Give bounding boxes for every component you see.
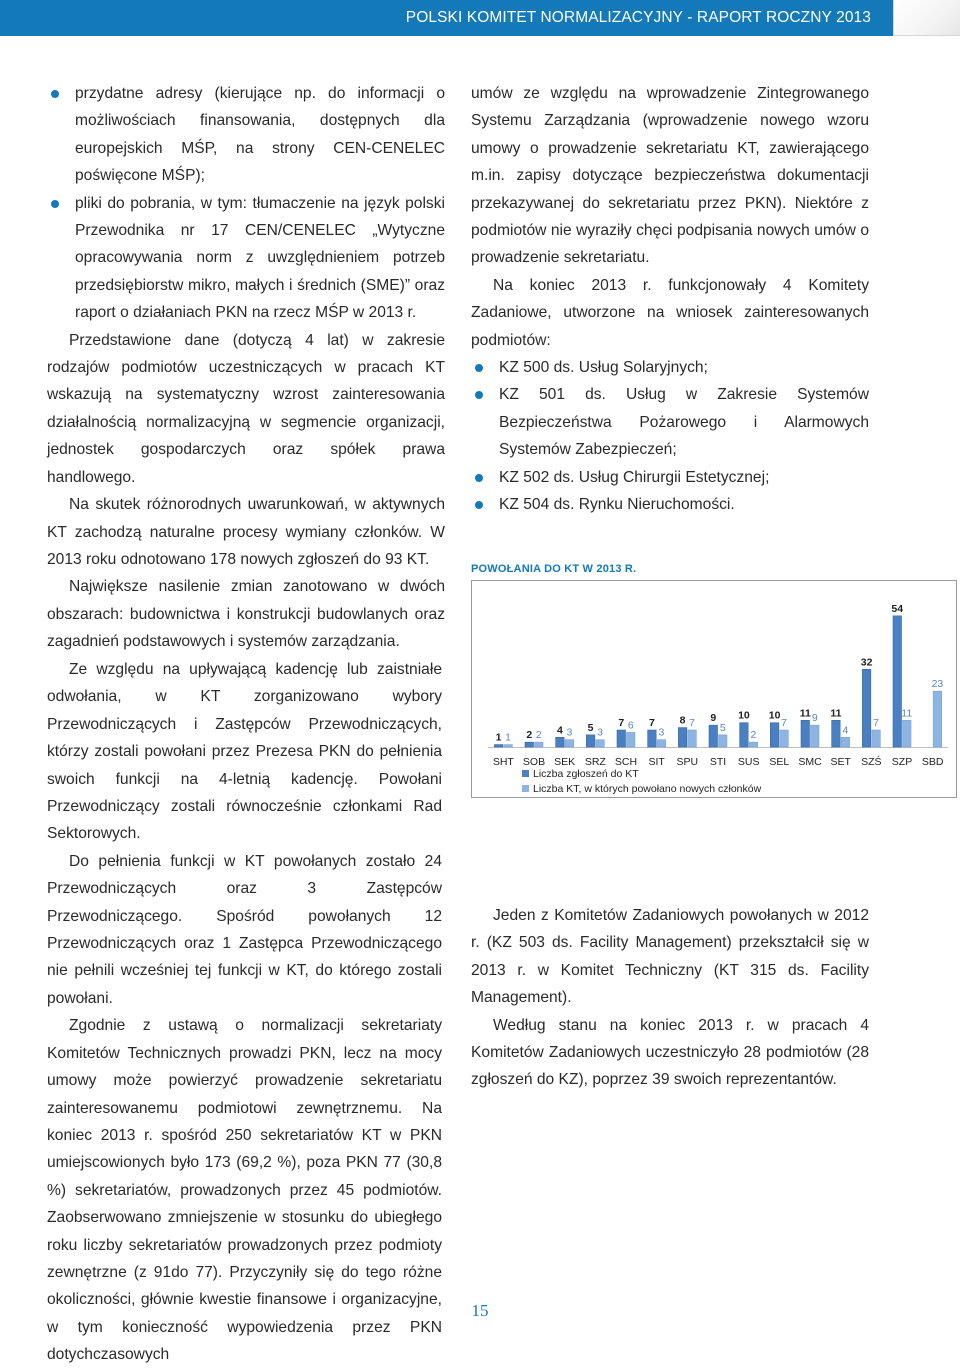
list-item bbox=[47, 190, 445, 327]
bullet-dot-icon bbox=[475, 391, 483, 399]
left-bullet-list bbox=[47, 80, 445, 327]
category-label: SRZ bbox=[584, 756, 606, 768]
bar-series1 bbox=[893, 616, 902, 747]
bar-chart bbox=[472, 581, 956, 797]
data-label: 3 bbox=[658, 726, 665, 739]
category-label: SIT bbox=[648, 756, 665, 768]
bullet-text: przydatne adresy (kierujące np. do informacji o możliwościach finansowania, dostępnych dla europejskich MŚP, na strony CEN-CENELEC poświęcone MŚP); bbox=[75, 85, 445, 185]
data-label: 6 bbox=[627, 719, 634, 732]
right-column-top bbox=[471, 80, 869, 519]
page-number: 15 bbox=[471, 1301, 489, 1320]
data-label: 1 bbox=[505, 731, 512, 744]
category-label: SZŚ bbox=[861, 756, 882, 768]
bullet-text: pliki do pobrania, w tym: tłumaczenie na język polski Przewodnika nr 17 CEN/CENELEC „Wytyczne opracowywania norm z uwzględnieniem potrzeb przedsiębiorstw mikro, małych i średnich (SME)” oraz raport o działaniach PKN na rzecz MŚP w 2013 r. bbox=[75, 194, 445, 322]
bullet-dot-icon bbox=[475, 364, 483, 372]
category-label: SZP bbox=[891, 756, 913, 768]
paragraph: Według stanu na koniec 2013 r. w pracach 4 Komitetów Zadaniowych uczestniczyło 28 podmiotów (28 zgłoszeń do KZ), poprzez 39 swoich reprezentantów. bbox=[471, 1016, 869, 1089]
legend-swatch bbox=[522, 770, 529, 777]
bar-series2 bbox=[811, 725, 820, 747]
bar-series1 bbox=[648, 730, 657, 747]
bar-series1 bbox=[801, 720, 810, 747]
paragraph: Ze względu na upływającą kadencję lub zaistniałe odwołania, w KT zorganizowano wybory Przewodniczących i Zastępców Przewodniczących, którzy zostali powołani przez Prezesa PKN do pełnienia swoich funkcji na 4-letnią kadencję. Powołani Przewodniczący zostali równocześnie członkami Rad Sektorowych. bbox=[47, 661, 442, 843]
category-label: SUS bbox=[737, 756, 760, 768]
legend-swatch bbox=[522, 785, 529, 792]
bar-series2 bbox=[535, 742, 544, 747]
data-label: 2 bbox=[535, 729, 542, 742]
list-item bbox=[471, 464, 869, 491]
category-label: SHT bbox=[492, 756, 514, 768]
data-label: 7 bbox=[781, 717, 788, 729]
chart-frame bbox=[471, 580, 957, 798]
bar-series2 bbox=[780, 730, 789, 747]
bullet-dot-icon bbox=[475, 501, 483, 509]
bar-series2 bbox=[657, 740, 666, 747]
category-label: SEK bbox=[554, 756, 576, 768]
category-label: SOB bbox=[522, 756, 546, 768]
data-label: 9 bbox=[811, 712, 818, 725]
data-label: 3 bbox=[597, 726, 604, 739]
legend-label: Liczba zgłoszeń do KT bbox=[533, 768, 639, 780]
data-label: 1 bbox=[495, 731, 502, 744]
paragraph: Przedstawione dane (dotyczą 4 lat) w zakresie rodzajów podmiotów uczestniczących w pracach KT wskazują na systematyczny wzrost zainteresowania działalnością normalizacyjną w segmencie organizacji, jednostek gospodarczych oraz spółek prawa handlowego. bbox=[47, 331, 445, 486]
bar-series1 bbox=[862, 669, 871, 747]
paragraph: Na koniec 2013 r. funkcjonowały 4 Komitety Zadaniowe, utworzone na wniosek zainteresowanych podmiotów: bbox=[471, 276, 869, 349]
list-item bbox=[471, 381, 869, 463]
bar-series1 bbox=[494, 745, 503, 747]
header-bar bbox=[0, 0, 893, 36]
bullet-text: KZ 500 ds. Usług Solaryjnych; bbox=[499, 359, 708, 377]
bullet-text: KZ 502 ds. Usług Chirurgii Estetycznej; bbox=[499, 468, 770, 486]
bar-series2 bbox=[749, 742, 758, 747]
data-label: 23 bbox=[931, 678, 944, 691]
header-page-curl bbox=[893, 0, 960, 36]
bar-series2 bbox=[719, 735, 728, 747]
data-label: 10 bbox=[768, 709, 781, 722]
data-label: 8 bbox=[679, 714, 686, 727]
paragraph: Do pełnienia funkcji w KT powołanych zostało 24 Przewodniczących oraz 3 Zastępców Przewodniczącego. Spośród powołanych 12 Przewodniczących oraz 1 Zastępca Przewodniczącego nie pełnili wcześniej tej funkcji w KT, do którego zostali powołani. bbox=[47, 852, 442, 1007]
data-label: 54 bbox=[891, 602, 904, 615]
data-label: 7 bbox=[689, 717, 696, 729]
category-label: SET bbox=[830, 756, 851, 768]
data-label: 7 bbox=[648, 717, 655, 729]
bullet-dot-icon bbox=[475, 474, 483, 482]
bar-series1 bbox=[832, 720, 841, 747]
data-label: 4 bbox=[556, 724, 563, 737]
list-item bbox=[47, 80, 445, 190]
bar-series1 bbox=[525, 742, 534, 747]
data-label: 10 bbox=[738, 709, 750, 722]
bar-series1 bbox=[740, 723, 749, 747]
bar-series2 bbox=[933, 691, 942, 747]
header-title: POLSKI KOMITET NORMALIZACYJNY - RAPORT ROCZNY 2013 bbox=[405, 9, 871, 26]
task-committee-list bbox=[471, 354, 869, 518]
bar-series1 bbox=[556, 737, 565, 747]
category-label: SCH bbox=[614, 756, 638, 768]
paragraph: umów ze względu na wprowadzenie Zintegrowanego Systemu Zarządzania (wprowadzenie nowego wzoru umowy o prowadzenie sekretariatu KT, zawierającego m.in. zapisy dotyczące bezpieczeństwa dokumentacji przekazywanej do sekretariatu przez PKN). Niektóre z podmiotów nie wyraziły chęci podpisania nowych umów o prowadzenie sekretariatu. bbox=[471, 85, 869, 267]
bar-series2 bbox=[596, 740, 605, 747]
data-label: 11 bbox=[830, 707, 842, 720]
paragraph: Jeden z Komitetów Zadaniowych powołanych w 2012 r. (KZ 503 ds. Facility Management) przekształcił się w 2013 r. w Komitet Techniczny (KT 315 ds. Facility Management). bbox=[471, 907, 869, 1007]
category-label: SMC bbox=[798, 756, 822, 768]
bar-series1 bbox=[678, 728, 687, 747]
data-label: 2 bbox=[750, 729, 757, 742]
data-label: 11 bbox=[799, 707, 811, 720]
left-column-bottom bbox=[47, 656, 442, 1369]
paragraph: Na skutek różnorodnych uwarunkowań, w aktywnych KT zachodzą naturalne procesy wymiany członków. W 2013 roku odnotowano 178 nowych zgłoszeń do 93 KT. bbox=[47, 496, 445, 568]
category-label: SBD bbox=[921, 756, 944, 768]
data-label: 7 bbox=[618, 717, 625, 729]
bar-series2 bbox=[841, 737, 850, 747]
category-label: SEL bbox=[769, 756, 790, 768]
chart-title: POWOŁANIA DO KT W 2013 R. bbox=[471, 563, 637, 575]
bar-series2 bbox=[504, 745, 512, 747]
category-label: STI bbox=[709, 756, 727, 768]
bar-series2 bbox=[565, 740, 574, 747]
list-item bbox=[471, 491, 869, 518]
bullet-dot-icon bbox=[51, 200, 59, 208]
bar-series2 bbox=[903, 720, 912, 747]
bar-series1 bbox=[586, 735, 595, 747]
bar-series1 bbox=[617, 730, 626, 747]
data-label: 5 bbox=[719, 721, 726, 734]
data-label: 7 bbox=[873, 717, 880, 729]
legend-label: Liczba KT, w których powołano nowych członków bbox=[533, 783, 762, 795]
left-column-top bbox=[47, 80, 445, 656]
data-label: 32 bbox=[860, 656, 873, 669]
data-label: 5 bbox=[587, 721, 594, 734]
right-column-bottom bbox=[471, 902, 869, 1094]
bullet-text: KZ 501 ds. Usług w Zakresie Systemów Bezpieczeństwa Pożarowego i Alarmowych Systemów Zabezpieczeń; bbox=[499, 386, 869, 459]
bullet-text: KZ 504 ds. Rynku Nieruchomości. bbox=[499, 496, 735, 514]
bar-series2 bbox=[688, 730, 697, 747]
data-label: 9 bbox=[710, 712, 717, 725]
list-item bbox=[471, 354, 869, 381]
bar-series1 bbox=[709, 725, 718, 747]
paragraph: Największe nasilenie zmian zanotowano w dwóch obszarach: budownictwa i konstrukcji budowlanych oraz zagadnień podstawowych i systemów zarządzania. bbox=[47, 578, 445, 651]
bar-series2 bbox=[627, 732, 636, 747]
bullet-dot-icon bbox=[51, 90, 59, 98]
paragraph: Zgodnie z ustawą o normalizacji sekretariaty Komitetów Technicznych prowadzi PKN, lecz na mocy umowy może powierzyć prowadzenie sekretariatu zainteresowanemu podmiotowi zewnętrznemu. Na koniec 2013 r. spośród 250 sekretariatów KT w PKN umiejscowionych było 173 (69,2 %), poza PKN 77 (30,8 %) sekretariatów, prowadzonych przez 45 podmiotów. Zaobserwowano zmniejszenie w stosunku do ubiegłego roku liczby sekretariatów prowadzonych przez podmioty zewnętrzne (z 91do 77). Przyczyniły się do tego różne okoliczności, głównie kwestie finansowe i organizacyjne, w tym konieczność wypowiedzenia przez PKN dotychczasowych bbox=[47, 1017, 442, 1364]
data-label: 4 bbox=[842, 724, 849, 737]
bar-series1 bbox=[770, 723, 779, 747]
bar-series2 bbox=[872, 730, 881, 747]
data-label: 11 bbox=[901, 707, 913, 720]
data-label: 2 bbox=[526, 729, 533, 742]
data-label: 3 bbox=[566, 726, 573, 739]
category-label: SPU bbox=[676, 756, 699, 768]
